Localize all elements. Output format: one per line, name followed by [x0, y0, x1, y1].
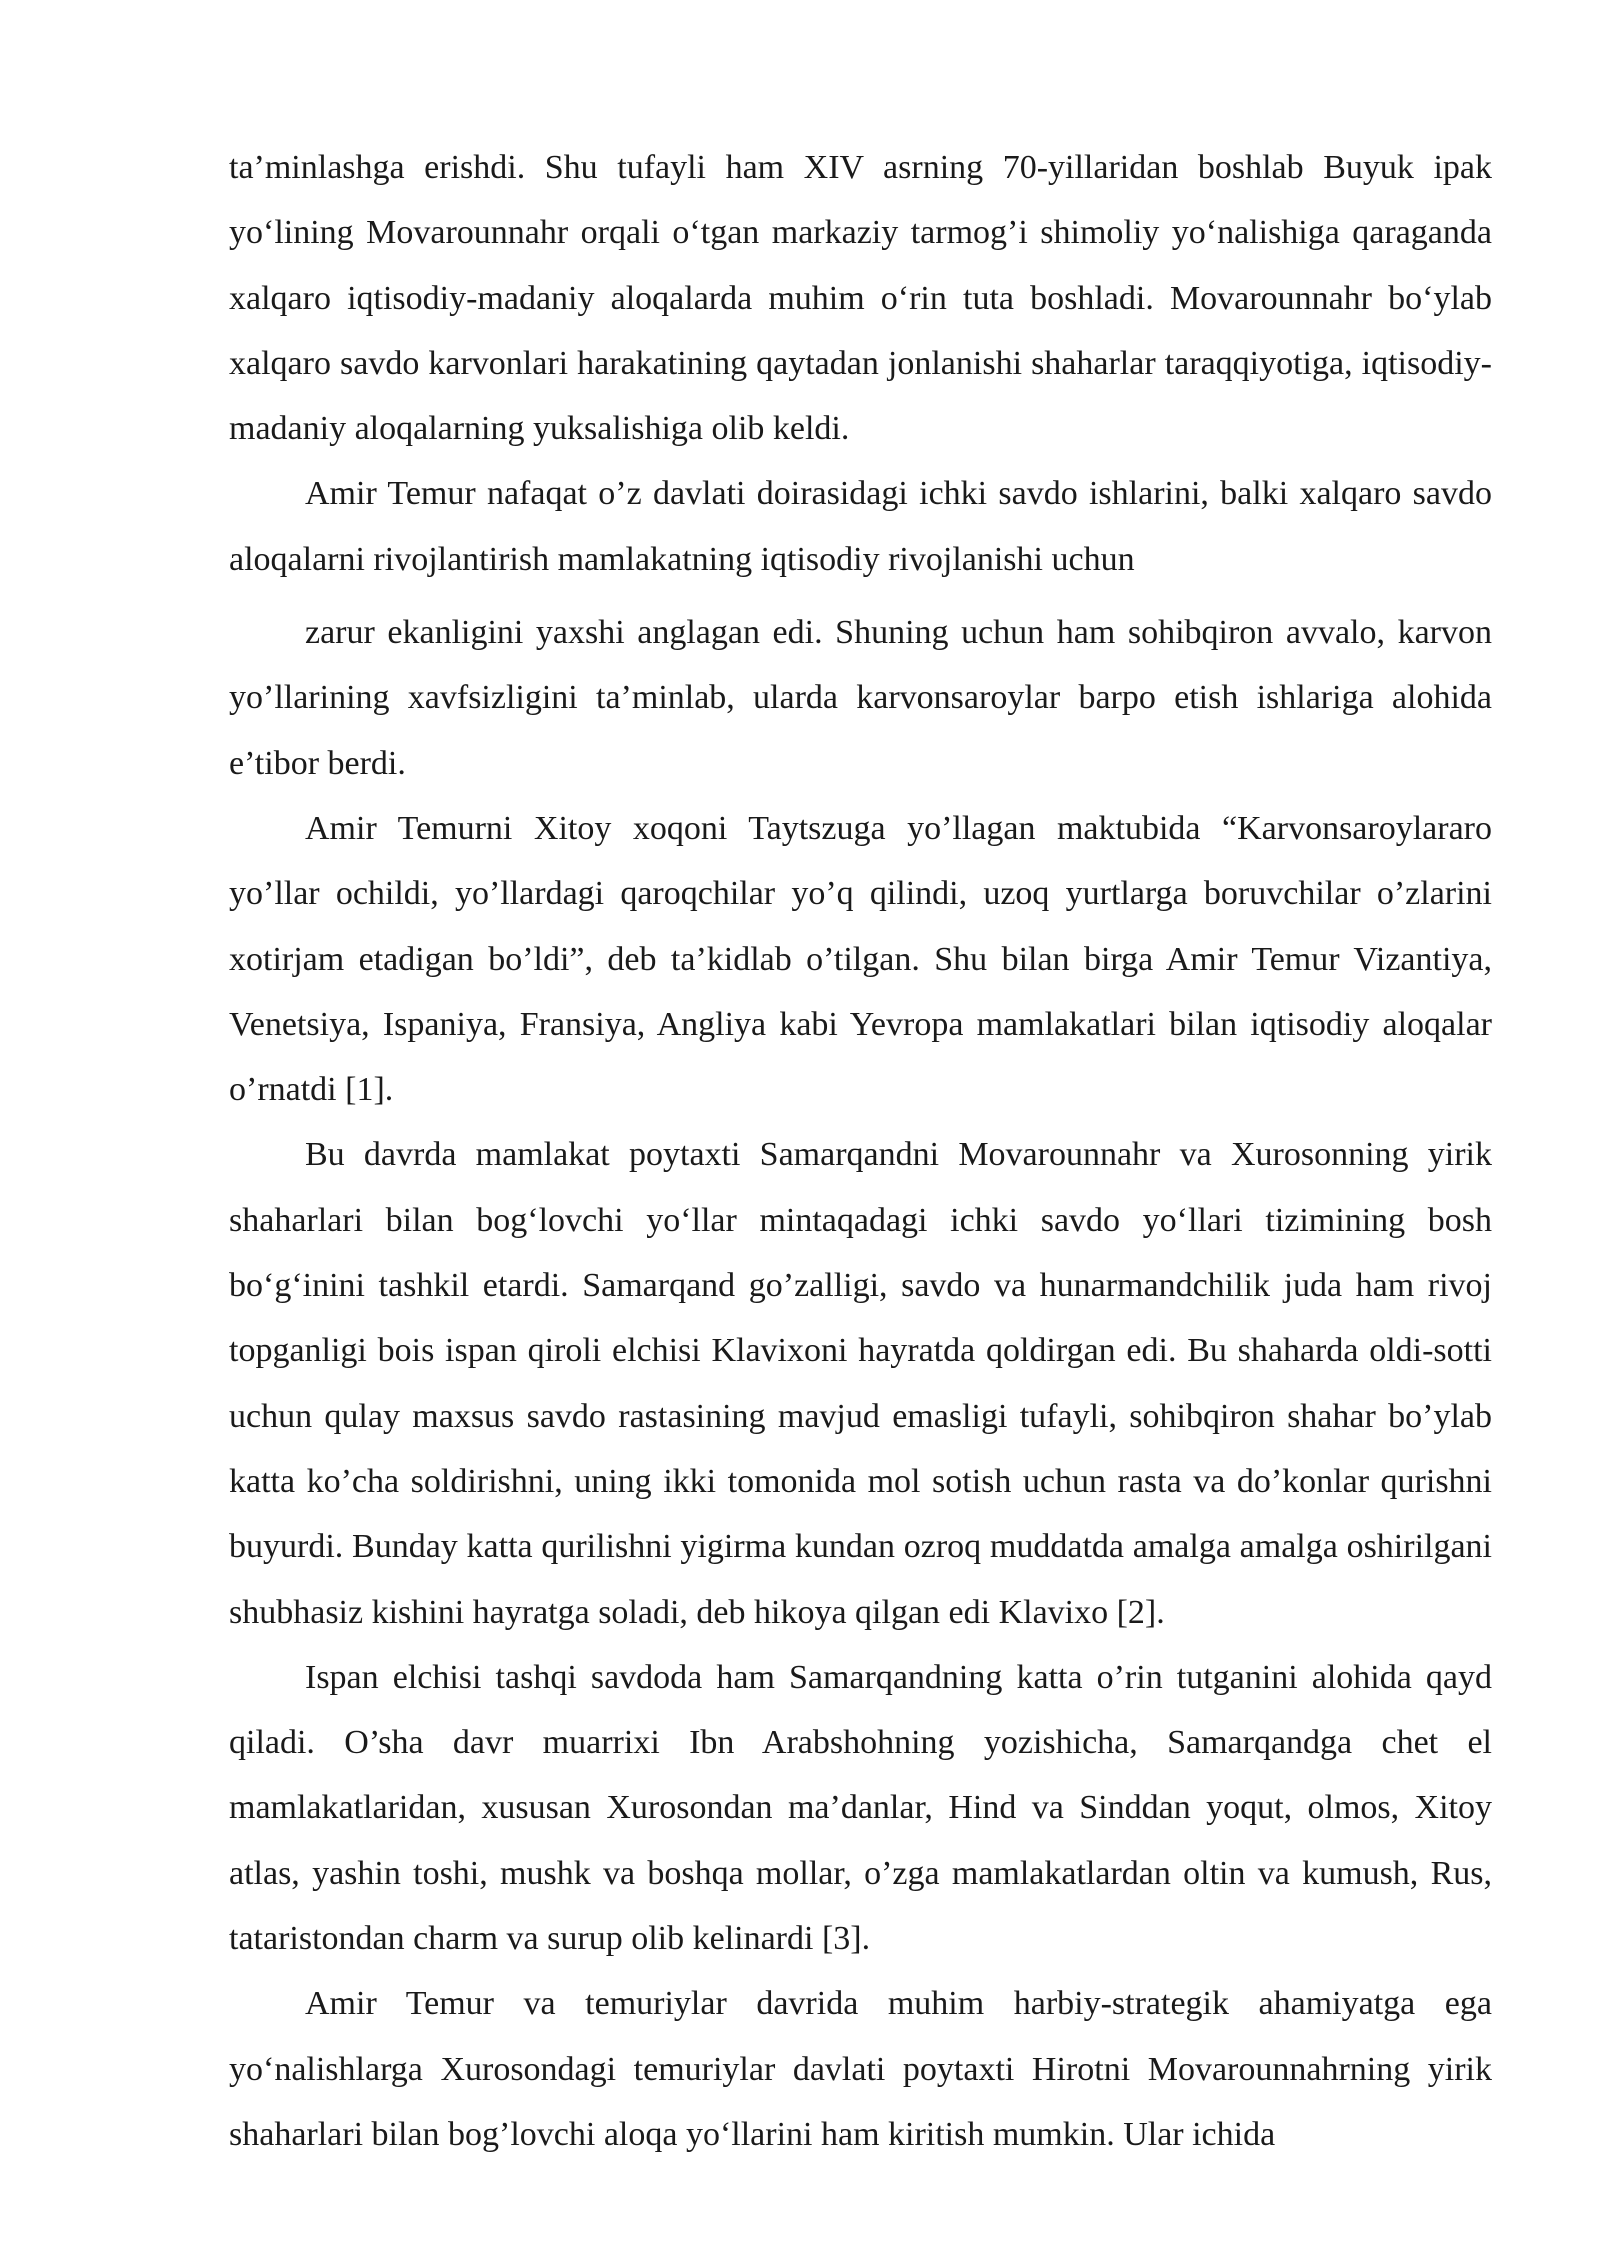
paragraph-4: Amir Temurni Xitoy xoqoni Taytszuga yo’llagan maktubida “Karvonsaroylararo yo’llar ochildi, yo’llardagi qaroqchilar yo’q qilindi, uzoq yurtlarga boruvchilar o’zlarini xotirjam etadigan bo’ldi”, deb ta’kidlab o’tilgan. Shu bilan birga Amir Temur Vizantiya, Venetsiya, Ispaniya, Fransiya, Angliya kabi Yevropa mamlakatlari bilan iqtisodiy aloqalar o’rnatdi [1]. — [229, 809, 1492, 1109]
paragraph-6: Ispan elchisi tashqi savdoda ham Samarqandning katta o’rin tutganini alohida qayd qiladi. O’sha davr muarrixi Ibn Arabshohning yozishicha, Samarqandga chet el mamlakatlaridan, xususan Xurosondan ma’danlar, Hind va Sinddan yoqut, olmos, Xitoy atlas, yashin toshi, mushk va boshqa mollar, o’zga mamlakatlardan oltin va kumush, Rus, tataristondan charm va surup olib kelinardi [3]. — [229, 1658, 1492, 1958]
body-text — [229, 135, 1492, 2167]
paragraph-5: Bu davrda mamlakat poytaxti Samarqandni Movarounnahr va Xurosonning yirik shaharlari bilan bog‘lovchi yo‘llar mintaqadagi ichki savdo yo‘llari tizimining bosh bo‘g‘inini tashkil etardi. Samarqand go’zalligi, savdo va hunarmandchilik juda ham rivoj topganligi bois ispan qiroli elchisi Klavixoni hayratda qoldirgan edi. Bu shaharda oldi-sotti uchun qulay maxsus savdo rastasining mavjud emasligi tufayli, sohibqiron shahar bo’ylab katta ko’cha soldirishni, uning ikki tomonida mol sotish uchun rasta va do’konlar qurishni buyurdi. Bunday katta qurilishni yigirma kundan ozroq muddatda amalga amalga oshirilgani shubhasiz kishini hayratga soladi, deb hikoya qilgan edi Klavixo [2]. — [229, 1136, 1492, 1631]
paragraph-3: zarur ekanligini yaxshi anglagan edi. Shuning uchun ham sohibqiron avvalo, karvon yo’llarining xavfsizligini ta’minlab, ularda karvonsaroylar barpo etish ishlariga alohida e’tibor berdi. — [229, 614, 1492, 782]
paragraph-1: ta’minlashga erishdi. Shu tufayli ham XIV asrning 70-yillaridan boshlab Buyuk ipak yo‘lining Movarounnahr orqali o‘tgan markaziy tarmog’i shimoliy yo‘nalishiga qaraganda xalqaro iqtisodiy-madaniy aloqalarda muhim o‘rin tuta boshladi. Movarounnahr bo‘ylab xalqaro savdo karvonlari harakatining qaytadan jonlanishi shaharlar taraqqiyotiga, iqtisodiy-madaniy aloqalarning yuksalishiga olib keldi. — [229, 149, 1492, 448]
paragraph-2: Amir Temur nafaqat o’z davlati doirasidagi ichki savdo ishlarini, balki xalqaro savdo aloqalarni rivojlantirish mamlakatning iqtisodiy rivojlanishi uchun — [229, 475, 1492, 578]
paragraph-7: Amir Temur va temuriylar davrida muhim harbiy-strategik ahamiyatga ega yo‘nalishlarga Xurosondagi temuriylar davlati poytaxti Hirotni Movarounnahrning yirik shaharlari bilan bog’lovchi aloqa yo‘llarini ham kiritish mumkin. Ular ichida — [229, 1985, 1492, 2153]
